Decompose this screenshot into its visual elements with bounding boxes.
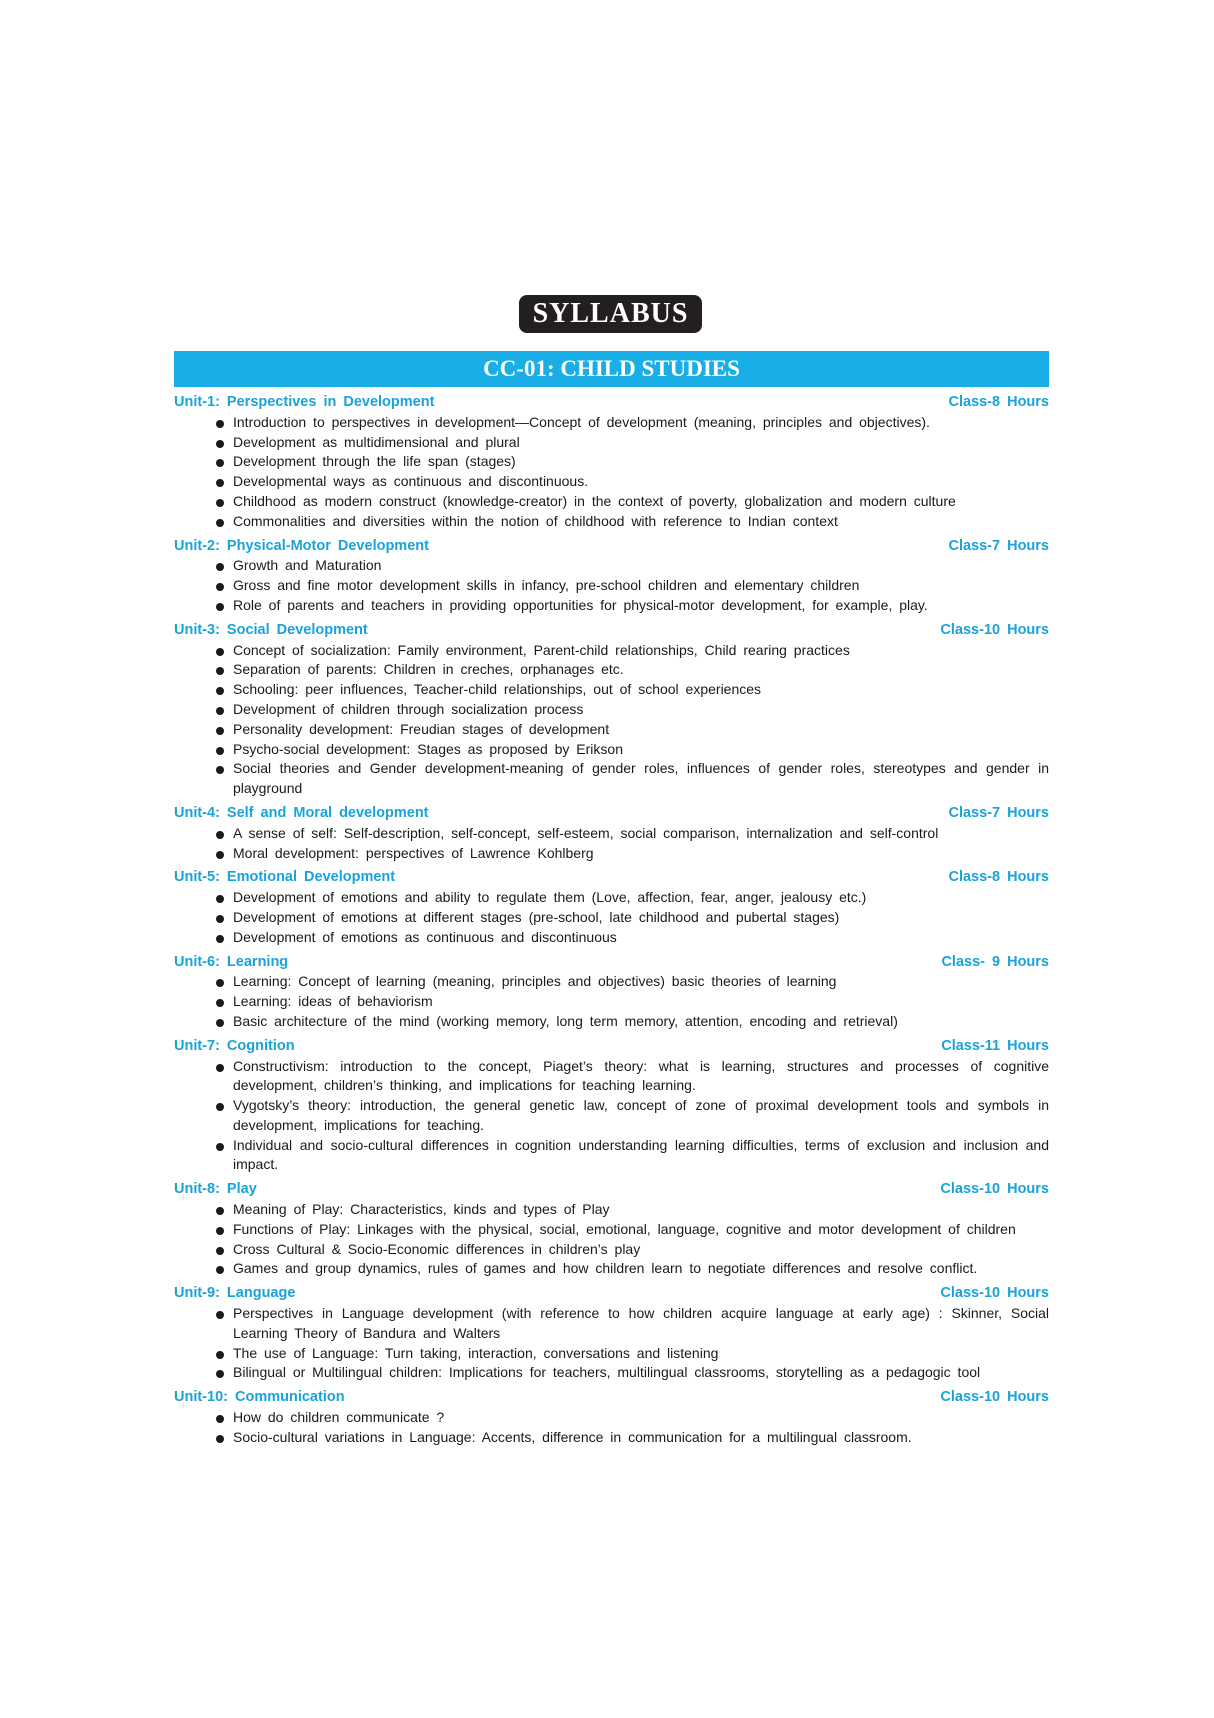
unit-title: Unit-2: Physical-Motor Development bbox=[174, 537, 429, 554]
bullet-icon bbox=[216, 648, 224, 656]
list-item bbox=[233, 888, 1049, 908]
bullet-icon bbox=[216, 1415, 224, 1423]
topic-text: Concept of socialization: Family environment, Parent-child relationships, Child rearing practices bbox=[233, 641, 850, 658]
topic-text: Development of emotions at different stages (pre-school, late childhood and pubertal stages) bbox=[233, 908, 840, 925]
topic-text: Basic architecture of the mind (working memory, long term memory, attention, encoding and retrieval) bbox=[233, 1012, 898, 1029]
bullet-icon bbox=[216, 1311, 224, 1319]
topic-text: Moral development: perspectives of Lawrence Kohlberg bbox=[233, 844, 594, 861]
list-item bbox=[233, 1200, 1049, 1220]
list-item bbox=[233, 1057, 1049, 1097]
topic-text: Development through the life span (stages) bbox=[233, 453, 516, 470]
topic-text: Cross Cultural & Socio-Economic differences in children’s play bbox=[233, 1240, 641, 1257]
topic-text: Development of emotions as continuous and discontinuous bbox=[233, 928, 617, 945]
bullet-icon bbox=[216, 979, 224, 987]
unit-hours: Class- 9 Hours bbox=[941, 953, 1049, 970]
syllabus-badge: SYLLABUS bbox=[519, 295, 702, 333]
list-item bbox=[233, 928, 1049, 948]
unit-section bbox=[174, 1388, 1049, 1447]
bullet-icon bbox=[216, 479, 224, 487]
unit-topic-list bbox=[174, 556, 1049, 615]
unit-topic-list bbox=[174, 641, 1049, 799]
topic-text: Social theories and Gender development-meaning of gender roles, influences of gender roles, stereotypes and gender in playground bbox=[233, 760, 1049, 797]
unit-hours: Class-10 Hours bbox=[940, 1181, 1049, 1198]
unit-topic-list bbox=[174, 824, 1049, 864]
bullet-icon bbox=[216, 1266, 224, 1274]
unit-section bbox=[174, 621, 1049, 799]
unit-title: Unit-5: Emotional Development bbox=[174, 869, 396, 886]
list-item bbox=[233, 660, 1049, 680]
topic-text: Schooling: peer influences, Teacher-child relationships, out of school experiences bbox=[233, 681, 762, 698]
topic-text: Meaning of Play: Characteristics, kinds and types of Play bbox=[233, 1201, 610, 1218]
topic-text: Development as multidimensional and plural bbox=[233, 433, 520, 450]
list-item bbox=[233, 1220, 1049, 1240]
bullet-icon bbox=[216, 747, 224, 755]
list-item bbox=[233, 824, 1049, 844]
topic-text: Socio-cultural variations in Language: Accents, difference in communication for a multilingual classroom. bbox=[233, 1428, 912, 1445]
unit-title: Unit-7: Cognition bbox=[174, 1037, 295, 1054]
unit-title: Unit-8: Play bbox=[174, 1181, 257, 1198]
bullet-icon bbox=[216, 603, 224, 611]
topic-text: Perspectives in Language development (with reference to how children acquire language at early age) : Skinner, Social Learning Theory of Bandura and Walters bbox=[233, 1305, 1049, 1341]
unit-title: Unit-4: Self and Moral development bbox=[174, 804, 429, 821]
bullet-icon bbox=[216, 1103, 224, 1111]
list-item bbox=[233, 1304, 1049, 1344]
unit-hours: Class-10 Hours bbox=[940, 621, 1049, 638]
unit-hours: Class-10 Hours bbox=[940, 1389, 1049, 1406]
list-item bbox=[233, 680, 1049, 700]
list-item bbox=[233, 472, 1049, 492]
list-item bbox=[233, 1344, 1049, 1364]
unit-topic-list bbox=[174, 972, 1049, 1031]
bullet-icon bbox=[216, 766, 224, 774]
unit-title: Unit-6: Learning bbox=[174, 953, 289, 970]
unit-section bbox=[174, 1037, 1049, 1176]
list-item bbox=[233, 972, 1049, 992]
list-item bbox=[233, 1012, 1049, 1032]
bullet-icon bbox=[216, 667, 224, 675]
unit-title: Unit-3: Social Development bbox=[174, 621, 368, 638]
bullet-icon bbox=[216, 1227, 224, 1235]
list-item bbox=[233, 512, 1049, 532]
bullet-icon bbox=[216, 420, 224, 428]
list-item bbox=[233, 720, 1049, 740]
unit-section bbox=[174, 804, 1049, 863]
unit-header bbox=[174, 393, 1049, 413]
unit-header bbox=[174, 1388, 1049, 1408]
list-item bbox=[233, 413, 1049, 433]
topic-text: Development of emotions and ability to regulate them (Love, affection, fear, anger, jealousy etc.) bbox=[233, 889, 867, 906]
unit-header bbox=[174, 804, 1049, 824]
bullet-icon bbox=[216, 831, 224, 839]
bullet-icon bbox=[216, 727, 224, 735]
list-item bbox=[233, 556, 1049, 576]
list-item bbox=[233, 433, 1049, 453]
bullet-icon bbox=[216, 519, 224, 527]
unit-topic-list bbox=[174, 413, 1049, 532]
topic-text: Childhood as modern construct (knowledge-creator) in the context of poverty, globalization and modern culture bbox=[233, 492, 956, 509]
bullet-icon bbox=[216, 1019, 224, 1027]
topic-text: Games and group dynamics, rules of games and how children learn to negotiate differences and resolve conflict. bbox=[233, 1260, 978, 1277]
unit-section bbox=[174, 1284, 1049, 1383]
unit-hours: Class-10 Hours bbox=[940, 1285, 1049, 1302]
topic-text: The use of Language: Turn taking, interaction, conversations and listening bbox=[233, 1344, 719, 1361]
topic-text: Constructivism: introduction to the concept, Piaget’s theory: what is learning, structures and processes of cognitive development, children’s thinking, and implications for teaching learning. bbox=[233, 1057, 1049, 1094]
topic-text: Developmental ways as continuous and discontinuous. bbox=[233, 473, 589, 490]
topic-text: Bilingual or Multilingual children: Implications for teachers, multilingual classrooms, storytelling as a pedagogic tool bbox=[233, 1364, 981, 1381]
list-item bbox=[233, 844, 1049, 864]
unit-topic-list bbox=[174, 888, 1049, 947]
list-item bbox=[233, 1408, 1049, 1428]
unit-hours: Class-8 Hours bbox=[948, 869, 1049, 886]
topic-text: How do children communicate ? bbox=[233, 1409, 445, 1426]
list-item bbox=[233, 1240, 1049, 1260]
topic-text: A sense of self: Self-description, self-concept, self-esteem, social comparison, internalization and self-control bbox=[233, 824, 939, 841]
bullet-icon bbox=[216, 583, 224, 591]
list-item bbox=[233, 1428, 1049, 1448]
topic-text: Individual and socio-cultural differences in cognition understanding learning difficulties, terms of exclusion and inclusion and impact. bbox=[233, 1136, 1049, 1173]
unit-topic-list bbox=[174, 1304, 1049, 1383]
list-item bbox=[233, 759, 1049, 799]
list-item bbox=[233, 740, 1049, 760]
topic-text: Learning: ideas of behaviorism bbox=[233, 993, 433, 1010]
list-item bbox=[233, 576, 1049, 596]
bullet-icon bbox=[216, 1247, 224, 1255]
unit-header bbox=[174, 1284, 1049, 1304]
bullet-icon bbox=[216, 935, 224, 943]
topic-text: Personality development: Freudian stages of development bbox=[233, 720, 610, 737]
course-title-bar: CC-01: CHILD STUDIES bbox=[174, 351, 1049, 387]
bullet-icon bbox=[216, 895, 224, 903]
list-item bbox=[233, 641, 1049, 661]
bullet-icon bbox=[216, 499, 224, 507]
unit-header bbox=[174, 621, 1049, 641]
list-item bbox=[233, 1136, 1049, 1176]
unit-topic-list bbox=[174, 1057, 1049, 1176]
unit-header bbox=[174, 953, 1049, 973]
list-item bbox=[233, 700, 1049, 720]
list-item bbox=[233, 596, 1049, 616]
list-item bbox=[233, 908, 1049, 928]
topic-text: Introduction to perspectives in development—Concept of development (meaning, principles and objectives). bbox=[233, 413, 930, 430]
topic-text: Gross and fine motor development skills in infancy, pre-school children and elementary children bbox=[233, 577, 860, 594]
unit-hours: Class-11 Hours bbox=[941, 1037, 1049, 1054]
unit-header bbox=[174, 1180, 1049, 1200]
bullet-icon bbox=[216, 563, 224, 571]
list-item bbox=[233, 1259, 1049, 1279]
unit-section bbox=[174, 1180, 1049, 1279]
list-item bbox=[233, 1096, 1049, 1136]
topic-text: Development of children through socialization process bbox=[233, 700, 584, 717]
bullet-icon bbox=[216, 1143, 224, 1151]
topic-text: Functions of Play: Linkages with the physical, social, emotional, language, cognitive and motor development of children bbox=[233, 1220, 1016, 1237]
bullet-icon bbox=[216, 1351, 224, 1359]
bullet-icon bbox=[216, 687, 224, 695]
bullet-icon bbox=[216, 851, 224, 859]
unit-section bbox=[174, 953, 1049, 1032]
list-item bbox=[233, 452, 1049, 472]
bullet-icon bbox=[216, 1435, 224, 1443]
unit-topic-list bbox=[174, 1200, 1049, 1279]
unit-hours: Class-7 Hours bbox=[948, 537, 1049, 554]
topic-text: Growth and Maturation bbox=[233, 557, 382, 574]
unit-title: Unit-1: Perspectives in Development bbox=[174, 394, 435, 410]
unit-title: Unit-10: Communication bbox=[174, 1389, 345, 1406]
unit-section bbox=[174, 868, 1049, 947]
topic-text: Separation of parents: Children in creches, orphanages etc. bbox=[233, 661, 624, 678]
bullet-icon bbox=[216, 999, 224, 1007]
bullet-icon bbox=[216, 1370, 224, 1378]
list-item bbox=[233, 1363, 1049, 1383]
topic-text: Psycho-social development: Stages as proposed by Erikson bbox=[233, 740, 623, 757]
list-item bbox=[233, 492, 1049, 512]
unit-header bbox=[174, 1037, 1049, 1057]
unit-hours: Class-8 Hours bbox=[948, 394, 1049, 410]
unit-title: Unit-9: Language bbox=[174, 1285, 296, 1302]
topic-text: Vygotsky’s theory: introduction, the general genetic law, concept of zone of proximal development tools and symbols in development, implications for teaching. bbox=[233, 1097, 1049, 1133]
bullet-icon bbox=[216, 915, 224, 923]
list-item bbox=[233, 992, 1049, 1012]
syllabus-content bbox=[174, 393, 1049, 1453]
bullet-icon bbox=[216, 440, 224, 448]
unit-section bbox=[174, 537, 1049, 616]
unit-header bbox=[174, 868, 1049, 888]
unit-header bbox=[174, 537, 1049, 557]
bullet-icon bbox=[216, 707, 224, 715]
bullet-icon bbox=[216, 1207, 224, 1215]
unit-topic-list bbox=[174, 1408, 1049, 1448]
unit-hours: Class-7 Hours bbox=[948, 804, 1049, 821]
topic-text: Commonalities and diversities within the notion of childhood with reference to Indian context bbox=[233, 512, 838, 529]
topic-text: Role of parents and teachers in providing opportunities for physical-motor development, for example, play. bbox=[233, 596, 928, 613]
bullet-icon bbox=[216, 1064, 224, 1072]
bullet-icon bbox=[216, 459, 224, 467]
topic-text: Learning: Concept of learning (meaning, principles and objectives) basic theories of learning bbox=[233, 973, 837, 990]
unit-section bbox=[174, 393, 1049, 532]
